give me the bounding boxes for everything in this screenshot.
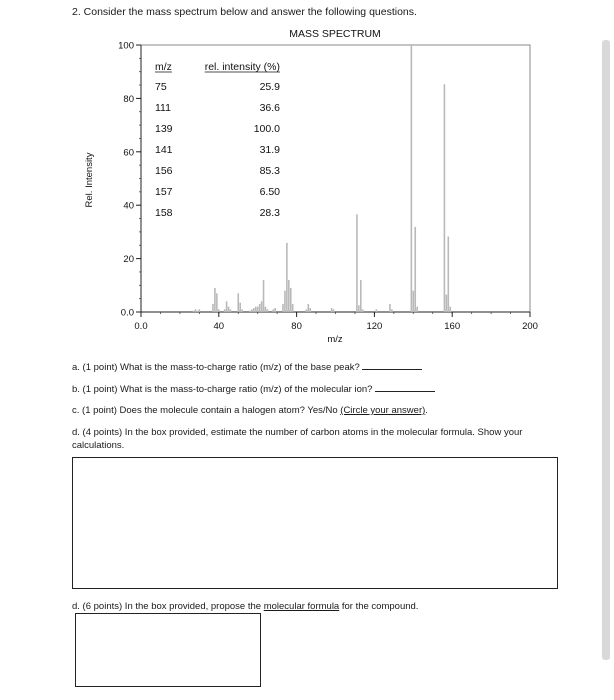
y-tick-label: 40 bbox=[123, 200, 134, 212]
x-tick-label: 40 bbox=[213, 321, 225, 332]
intensity-table bbox=[155, 61, 280, 219]
x-tick-label: 120 bbox=[366, 321, 383, 332]
question-title: 2. Consider the mass spectrum below and answer the following questions. bbox=[72, 6, 417, 18]
x-tick-label: 0.0 bbox=[134, 321, 148, 332]
table-cell-intensity: 36.6 bbox=[259, 102, 280, 114]
x-tick-label: 200 bbox=[522, 321, 538, 332]
y-tick-label: 80 bbox=[123, 93, 134, 105]
y-ticks bbox=[118, 41, 141, 319]
chart-title: MASS SPECTRUM bbox=[289, 28, 381, 40]
question-d2-pre: d. (6 points) In the box provided, propose the bbox=[72, 601, 262, 612]
table-cell-mz: 158 bbox=[155, 207, 173, 219]
question-d1-text: d. (4 points) In the box provided, estimate the number of carbon atoms in the molecular formula. Show your calculations. bbox=[72, 427, 523, 451]
table-cell-mz: 157 bbox=[155, 186, 173, 198]
table-cell-mz: 141 bbox=[155, 144, 173, 156]
answer-box-molecular-formula[interactable] bbox=[75, 613, 261, 687]
x-tick-label: 80 bbox=[291, 321, 302, 332]
x-axis-label: m/z bbox=[327, 334, 343, 345]
table-header-intensity: rel. intensity (%) bbox=[204, 61, 280, 73]
table-cell-intensity: 28.3 bbox=[259, 207, 280, 219]
plot-frame bbox=[141, 45, 530, 312]
table-cell-mz: 111 bbox=[155, 102, 171, 114]
question-d2-underlined: molecular formula bbox=[263, 601, 340, 612]
question-d2 bbox=[72, 600, 418, 613]
y-tick-label: 0.0 bbox=[120, 307, 134, 319]
table-cell-mz: 156 bbox=[155, 165, 173, 177]
question-a-text: a. (1 point) What is the mass-to-charge ratio (m/z) of the base peak? bbox=[72, 362, 360, 373]
scrollbar[interactable] bbox=[602, 40, 610, 660]
y-axis-label: Rel. Intensity bbox=[84, 152, 95, 208]
answer-a-blank[interactable] bbox=[362, 360, 422, 370]
question-b bbox=[72, 382, 435, 396]
question-c-text: c. (1 point) Does the molecule contain a halogen atom? Yes/No bbox=[72, 405, 338, 416]
table-cell-intensity: 31.9 bbox=[259, 144, 280, 156]
x-ticks bbox=[134, 312, 538, 332]
answer-b-blank[interactable] bbox=[375, 382, 435, 392]
answer-box-carbon-count[interactable] bbox=[72, 457, 558, 589]
question-a bbox=[72, 360, 422, 374]
table-cell-intensity: 6.50 bbox=[259, 186, 280, 198]
minor-ticks bbox=[139, 45, 530, 314]
table-cell-mz: 75 bbox=[155, 81, 167, 93]
table-cell-intensity: 25.9 bbox=[259, 81, 280, 93]
table-cell-mz: 139 bbox=[155, 123, 173, 135]
y-tick-label: 20 bbox=[123, 254, 134, 266]
table-cell-intensity: 85.3 bbox=[259, 165, 280, 177]
table-cell-intensity: 100.0 bbox=[253, 123, 280, 135]
x-tick-label: 160 bbox=[444, 321, 461, 332]
question-c: c. (1 point) Does the molecule contain a halogen atom? Yes/No (Circle your answer). bbox=[72, 405, 428, 416]
y-tick-label: 60 bbox=[123, 147, 134, 159]
spectrum-peaks bbox=[194, 45, 451, 312]
question-d2-post: for the compound. bbox=[341, 601, 419, 612]
table-header-mz: m/z bbox=[155, 61, 172, 73]
y-tick-label: 100 bbox=[118, 40, 134, 52]
question-b-text: b. (1 point) What is the mass-to-charge ratio (m/z) of the molecular ion? bbox=[72, 384, 373, 395]
question-c-note: (Circle your answer) bbox=[340, 405, 426, 416]
